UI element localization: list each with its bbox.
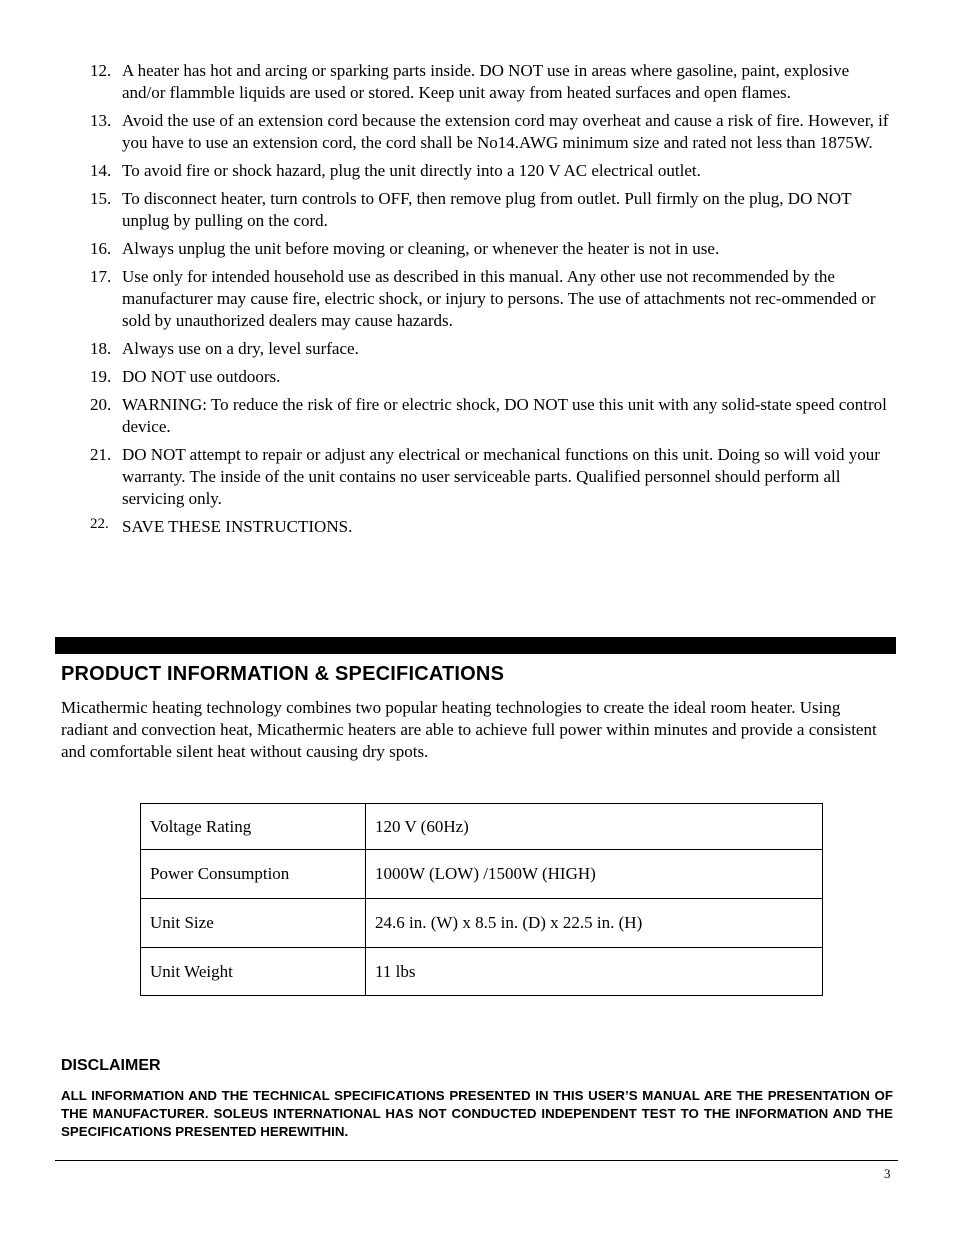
list-item bbox=[90, 266, 890, 332]
item-number: 15. bbox=[90, 189, 112, 208]
item-number: 14. bbox=[90, 161, 112, 180]
list-item bbox=[90, 60, 890, 104]
page-number: 3 bbox=[884, 1166, 891, 1181]
table-row bbox=[141, 804, 823, 850]
item-number: 22. bbox=[90, 516, 109, 532]
footer-rule bbox=[55, 1160, 898, 1161]
disclaimer-title: DISCLAIMER bbox=[61, 1057, 161, 1074]
item-number: 12. bbox=[90, 61, 112, 80]
item-text: A heater has hot and arcing or sparking parts inside. DO NOT use in areas where gasoline, paint, explosive and/or flammble liquids are used or stored. Keep unit away from heated surfaces and open flames. bbox=[122, 61, 850, 102]
item-number: 18. bbox=[90, 339, 112, 358]
section-title: PRODUCT INFORMATION & SPECIFICATIONS bbox=[61, 663, 505, 685]
safety-instructions-list bbox=[90, 60, 890, 544]
list-item bbox=[90, 338, 890, 360]
product-intro-paragraph: Micathermic heating technology combines two popular heating technologies to create the ideal room heater. Using radiant and convection heat, Micathermic heaters are able to achieve full power within minutes and provide a consistent and comfortable silent heat without causing dry spots. bbox=[61, 698, 877, 761]
item-text: Use only for intended household use as described in this manual. Any other use not recommended by the manufacturer may cause fire, electric shock, or injury to persons. The use of attachments not rec-ommended or sold by unauthorized dealers may cause hazards. bbox=[122, 267, 876, 330]
item-text: Always use on a dry, level surface. bbox=[122, 339, 359, 358]
spec-label: Voltage Rating bbox=[141, 804, 366, 850]
item-number: 16. bbox=[90, 239, 112, 258]
list-item bbox=[90, 366, 890, 388]
spec-value: 1000W (LOW) /1500W (HIGH) bbox=[366, 850, 823, 899]
list-item bbox=[90, 516, 890, 538]
list-item bbox=[90, 160, 890, 182]
item-number: 21. bbox=[90, 445, 112, 464]
list-item bbox=[90, 188, 890, 232]
item-text: SAVE THESE INSTRUCTIONS. bbox=[122, 517, 353, 536]
spec-label: Power Consumption bbox=[141, 850, 366, 899]
disclaimer-text: ALL INFORMATION AND THE TECHNICAL SPECIFICATIONS PRESENTED IN THIS USER’S MANUAL ARE THE PRESENTATION OF THE MANUFACTURER. SOLEUS INTERNATIONAL HAS NOT CONDUCTED INDEPENDENT TEST TO THE INFORMATION AND THE SPECIFICATIONS PRESENTED HEREWITHIN. bbox=[61, 1088, 893, 1139]
list-item bbox=[90, 394, 890, 438]
item-number: 20. bbox=[90, 395, 112, 414]
item-number: 17. bbox=[90, 267, 112, 286]
specifications-table bbox=[140, 803, 823, 996]
list-item bbox=[90, 444, 890, 510]
item-number: 13. bbox=[90, 111, 112, 130]
item-number: 19. bbox=[90, 367, 112, 386]
spec-value: 24.6 in. (W) x 8.5 in. (D) x 22.5 in. (H) bbox=[366, 899, 823, 948]
item-text: Avoid the use of an extension cord because the extension cord may overheat and cause a risk of fire. However, if you have to use an extension cord, the cord shall be No14.AWG minimum size and rated not less than 1875W. bbox=[122, 111, 889, 152]
table-row bbox=[141, 899, 823, 948]
spec-value: 120 V (60Hz) bbox=[366, 804, 823, 850]
item-text: DO NOT attempt to repair or adjust any electrical or mechanical functions on this unit. Doing so will void your warranty. The inside of the unit contains no user serviceable parts. Qualified personnel should perform all servicing only. bbox=[122, 445, 880, 508]
table-row bbox=[141, 850, 823, 899]
spec-label: Unit Size bbox=[141, 899, 366, 948]
item-text: To disconnect heater, turn controls to OFF, then remove plug from outlet. Pull firmly on the plug, DO NOT unplug by pulling on the cord. bbox=[122, 189, 852, 230]
item-text: WARNING: To reduce the risk of fire or electric shock, DO NOT use this unit with any solid-state speed control device. bbox=[122, 395, 887, 436]
table-row bbox=[141, 948, 823, 996]
spec-value: 11 lbs bbox=[366, 948, 823, 996]
list-item bbox=[90, 238, 890, 260]
list-item bbox=[90, 110, 890, 154]
spec-label: Unit Weight bbox=[141, 948, 366, 996]
item-text: DO NOT use outdoors. bbox=[122, 367, 281, 386]
item-text: Always unplug the unit before moving or cleaning, or whenever the heater is not in use. bbox=[122, 239, 720, 258]
section-divider-bar bbox=[55, 637, 896, 654]
item-text: To avoid fire or shock hazard, plug the unit directly into a 120 V AC electrical outlet. bbox=[122, 161, 701, 180]
